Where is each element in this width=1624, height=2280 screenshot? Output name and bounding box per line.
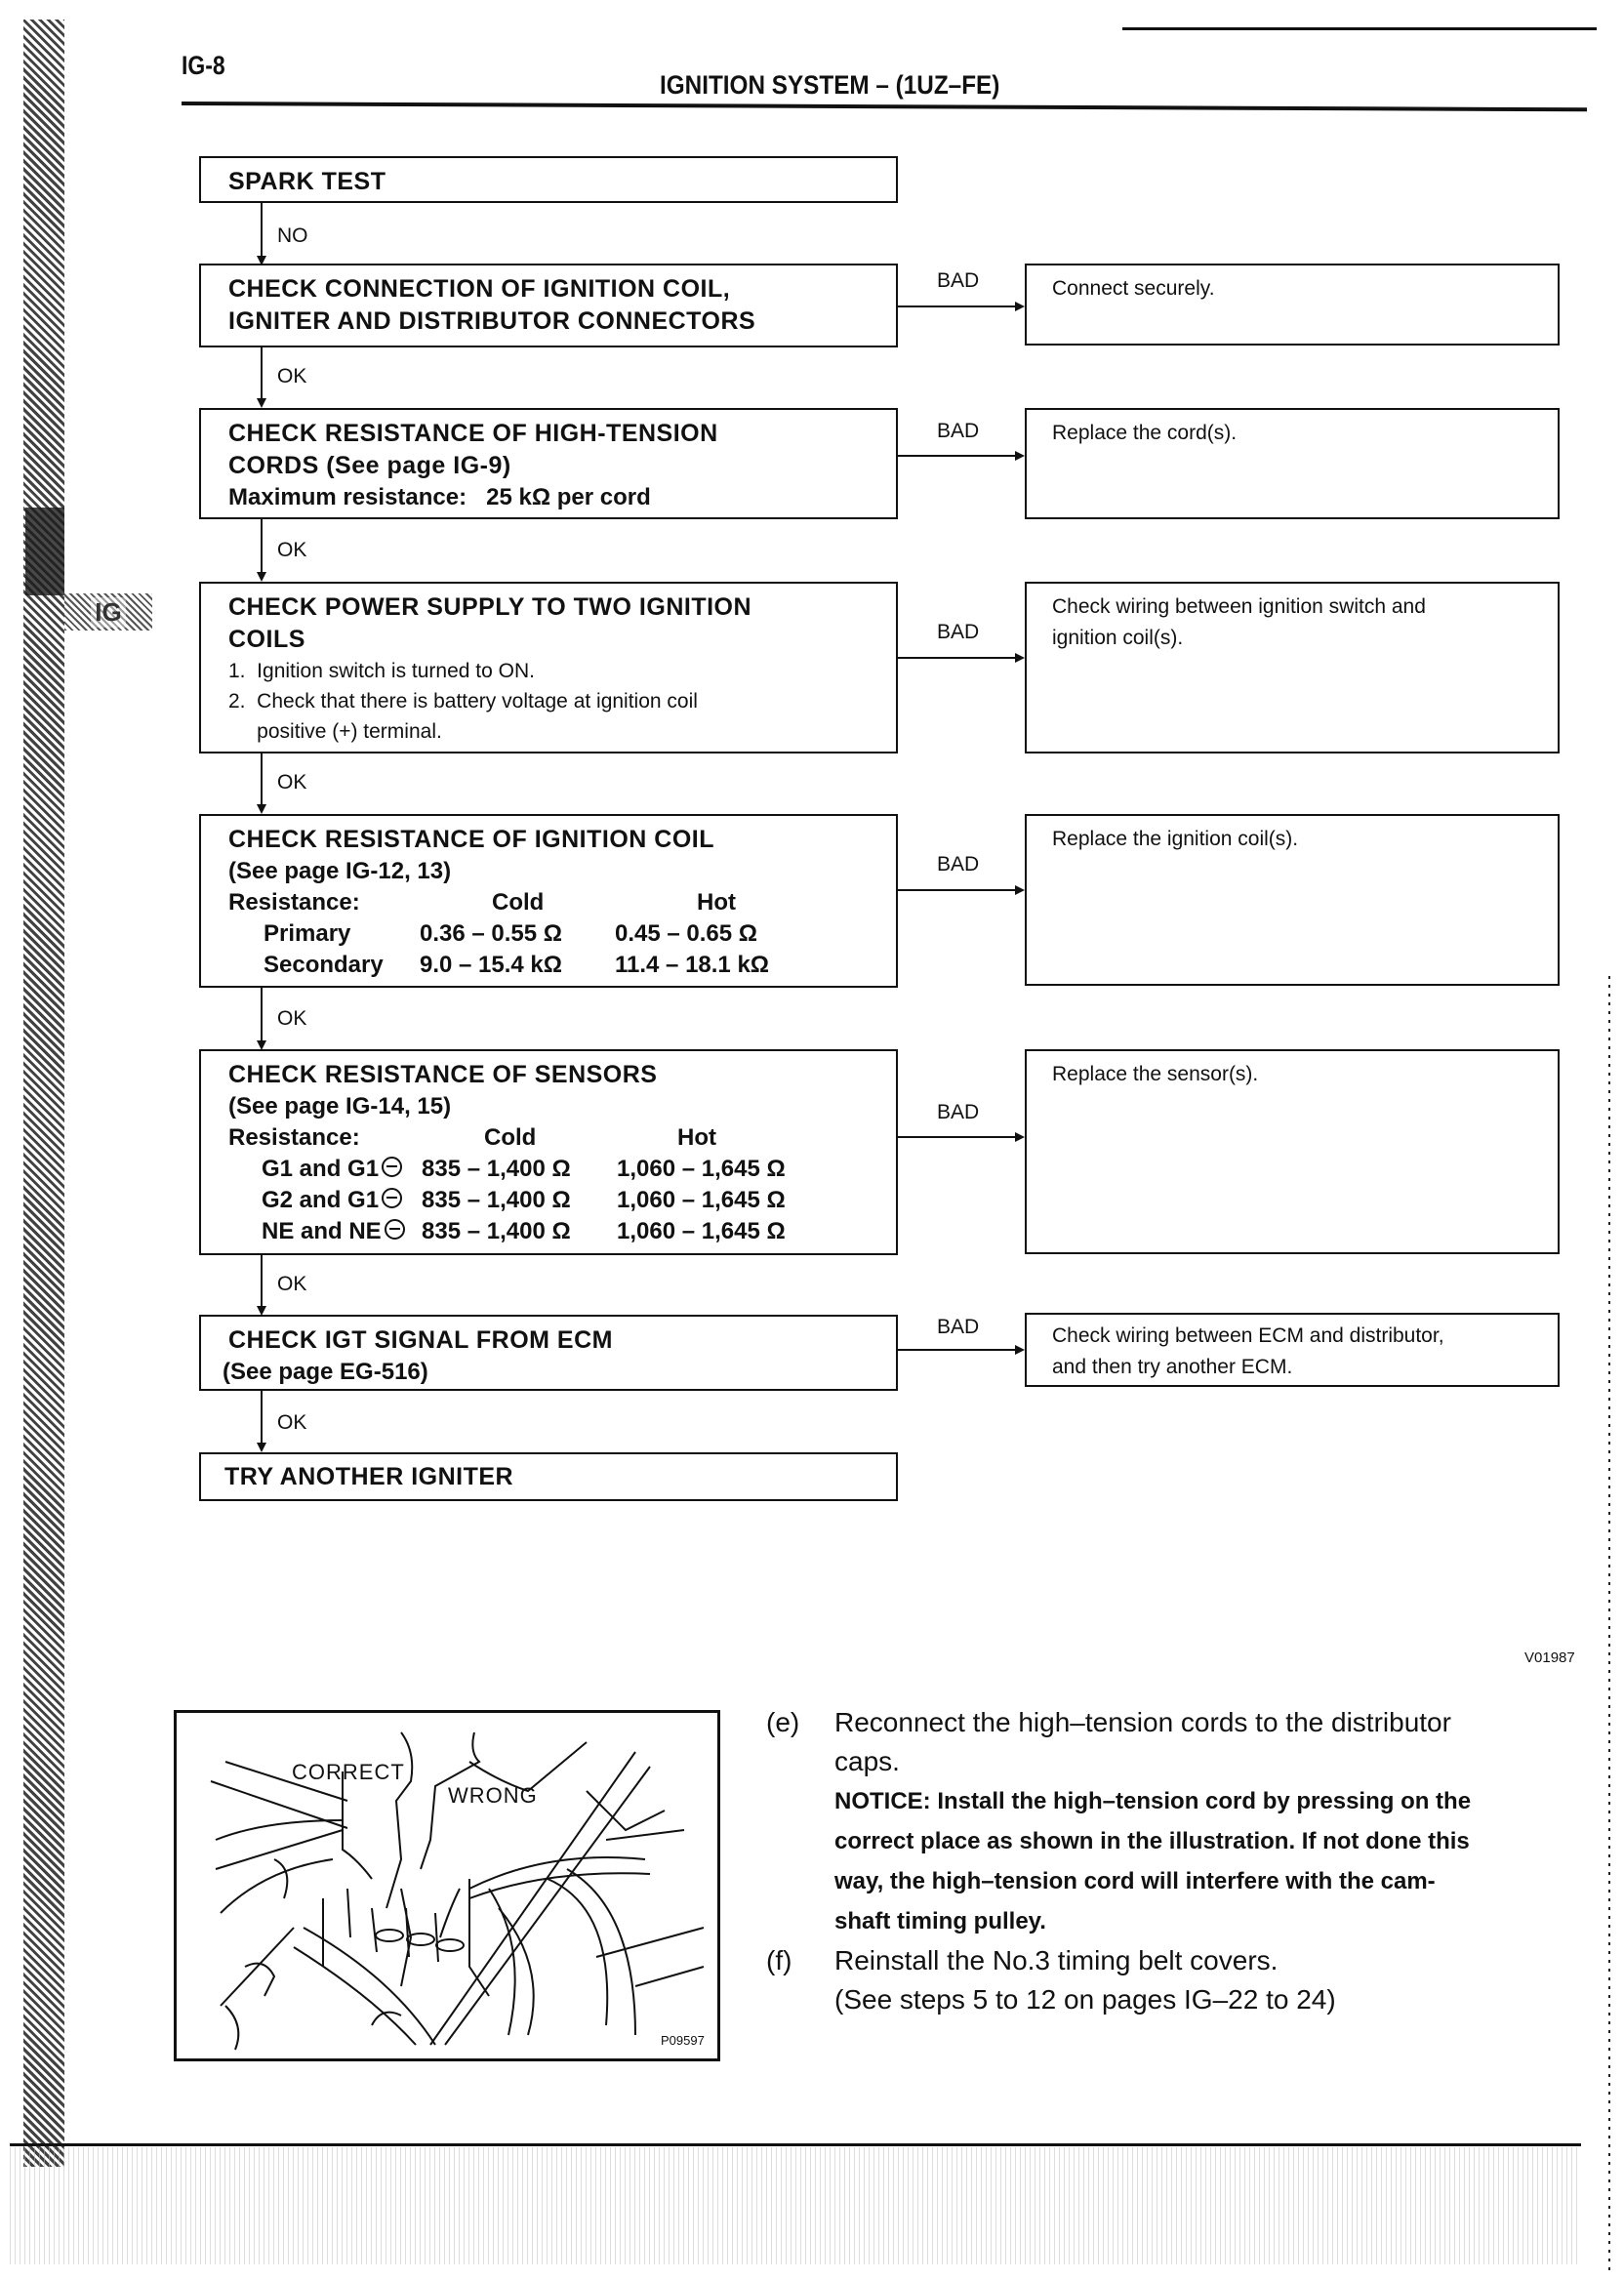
step-note: 1. Ignition switch is turned to ON. bbox=[228, 660, 535, 682]
table-header: Resistance: bbox=[228, 1124, 360, 1151]
arrow-right-icon bbox=[1015, 451, 1025, 461]
instructions bbox=[766, 1703, 1586, 2019]
action-text: Check wiring between ECM and distributor, bbox=[1052, 1324, 1444, 1347]
branch-label-no: NO bbox=[277, 224, 308, 247]
spec-table bbox=[228, 1122, 896, 1247]
step-title: CHECK POWER SUPPLY TO TWO IGNITION bbox=[228, 593, 752, 621]
scan-noise bbox=[10, 2147, 1581, 2264]
instruction-marker: (e) bbox=[766, 1707, 800, 1737]
branch-label-ok: OK bbox=[277, 1273, 307, 1295]
spec-table bbox=[228, 887, 896, 981]
branch-label-ok: OK bbox=[277, 365, 307, 387]
arrow-down-icon bbox=[257, 398, 266, 408]
branch-label-bad: BAD bbox=[937, 1101, 980, 1123]
table-cell: G1 and G1 bbox=[228, 1154, 433, 1185]
connector-line bbox=[261, 988, 263, 1048]
step-title: CHECK RESISTANCE OF IGNITION COIL bbox=[228, 826, 714, 853]
instruction-f bbox=[766, 1941, 1586, 2019]
connector-line bbox=[261, 1391, 263, 1449]
bad-connector bbox=[898, 455, 1017, 457]
figure-code: V01987 bbox=[1524, 1649, 1575, 1666]
connector-line bbox=[261, 347, 263, 406]
bad-connector bbox=[898, 657, 1017, 659]
branch-label-bad: BAD bbox=[937, 1316, 980, 1338]
section-tab-ig bbox=[64, 593, 152, 631]
page-number: IG-8 bbox=[182, 51, 225, 80]
step-title: IGNITER AND DISTRIBUTOR CONNECTORS bbox=[228, 307, 756, 335]
step-check-sensors bbox=[199, 1049, 898, 1255]
flow-start-box bbox=[199, 156, 898, 203]
notice-line: shaft timing pulley. bbox=[834, 1908, 1046, 1934]
engine-illustration-icon bbox=[177, 1713, 717, 2058]
table-cell: 835 – 1,400 Ω bbox=[422, 1187, 571, 1213]
action-box-check-ecm-wiring bbox=[1025, 1313, 1560, 1387]
notice-line: correct place as shown in the illustration. If not done this bbox=[834, 1828, 1470, 1854]
table-header: Hot bbox=[677, 1124, 716, 1151]
step-title: CHECK CONNECTION OF IGNITION COIL, bbox=[228, 275, 731, 303]
page-title: IGNITION SYSTEM – (1UZ–FE) bbox=[660, 70, 1000, 100]
binding-strip bbox=[23, 20, 64, 2167]
branch-label-bad: BAD bbox=[937, 420, 980, 442]
branch-label-bad: BAD bbox=[937, 621, 980, 643]
step-note: positive (+) terminal. bbox=[228, 720, 442, 743]
table-cell: Primary bbox=[264, 920, 351, 947]
step-title: CHECK IGT SIGNAL FROM ECM bbox=[228, 1326, 613, 1354]
notice-line: NOTICE: Install the high–tension cord by pressing on the bbox=[834, 1788, 1472, 1814]
action-box-replace-sensor bbox=[1025, 1049, 1560, 1254]
instruction-marker: (f) bbox=[766, 1945, 792, 1975]
arrow-down-icon bbox=[257, 572, 266, 582]
section-tab-label: IG bbox=[91, 597, 125, 628]
flow-end-label: TRY ANOTHER IGNITER bbox=[224, 1463, 514, 1490]
instruction-e bbox=[766, 1703, 1586, 1941]
bad-connector bbox=[898, 889, 1017, 891]
spec-label: Maximum resistance: bbox=[228, 484, 467, 510]
table-cell: G2 and G1 bbox=[228, 1185, 433, 1216]
table-cell: 835 – 1,400 Ω bbox=[422, 1156, 571, 1182]
table-cell: 0.45 – 0.65 Ω bbox=[615, 920, 758, 947]
table-cell: 9.0 – 15.4 kΩ bbox=[420, 952, 563, 978]
step-note: 2. Check that there is battery voltage at ignition coil bbox=[228, 690, 698, 712]
table-cell: 1,060 – 1,645 Ω bbox=[617, 1218, 786, 1244]
table-header: Hot bbox=[697, 889, 736, 916]
step-ref: (See page IG-12, 13) bbox=[228, 858, 452, 884]
illustration-distributor-cords bbox=[174, 1710, 720, 2061]
step-title: COILS bbox=[228, 626, 305, 653]
step-title: CORDS (See page IG-9) bbox=[228, 452, 511, 479]
arrow-right-icon bbox=[1015, 885, 1025, 895]
table-cell: 835 – 1,400 Ω bbox=[422, 1218, 571, 1244]
footer-rule bbox=[10, 2143, 1581, 2146]
step-title: CHECK RESISTANCE OF HIGH-TENSION bbox=[228, 420, 718, 447]
arrow-right-icon bbox=[1015, 302, 1025, 311]
notice-text bbox=[834, 1781, 1586, 1941]
action-text: Connect securely. bbox=[1052, 277, 1215, 300]
table-cell: 1,060 – 1,645 Ω bbox=[617, 1156, 786, 1182]
flow-start-label: SPARK TEST bbox=[228, 168, 386, 195]
connector-line bbox=[261, 753, 263, 812]
step-check-power-supply bbox=[199, 582, 898, 753]
header-rule bbox=[182, 102, 1587, 111]
table-header: Cold bbox=[492, 889, 545, 916]
step-check-connection bbox=[199, 264, 898, 347]
connector-line bbox=[261, 203, 263, 262]
table-cell: 11.4 – 18.1 kΩ bbox=[615, 952, 770, 978]
action-text: ignition coil(s). bbox=[1052, 627, 1184, 649]
instruction-line: (See steps 5 to 12 on pages IG–22 to 24) bbox=[834, 1984, 1336, 2015]
action-text: and then try another ECM. bbox=[1052, 1356, 1293, 1378]
arrow-down-icon bbox=[257, 804, 266, 814]
spec-line bbox=[228, 482, 896, 513]
illustration-code: P09597 bbox=[661, 2033, 705, 2048]
action-box-check-wiring-switch bbox=[1025, 582, 1560, 753]
top-edge-rule bbox=[1122, 27, 1597, 30]
step-title: CHECK RESISTANCE OF SENSORS bbox=[228, 1061, 658, 1088]
step-ref: (See page EG-516) bbox=[223, 1359, 428, 1385]
action-box-replace-cords bbox=[1025, 408, 1560, 519]
page-edge-dots bbox=[1608, 976, 1610, 2274]
arrow-right-icon bbox=[1015, 1132, 1025, 1142]
table-cell: Secondary bbox=[264, 952, 384, 978]
step-check-ht-cords bbox=[199, 408, 898, 519]
bad-connector bbox=[898, 1136, 1017, 1138]
label-correct: CORRECT bbox=[292, 1760, 405, 1784]
connector-line bbox=[261, 1255, 263, 1314]
table-header: Resistance: bbox=[228, 889, 360, 916]
binding-strip-dark bbox=[25, 508, 64, 595]
instruction-line: Reconnect the high–tension cords to the distributor bbox=[834, 1707, 1451, 1737]
action-box-connect bbox=[1025, 264, 1560, 346]
step-check-igt-signal bbox=[199, 1315, 898, 1391]
connector-line bbox=[261, 519, 263, 580]
action-text: Replace the sensor(s). bbox=[1052, 1063, 1259, 1085]
action-text: Replace the cord(s). bbox=[1052, 422, 1238, 444]
bad-connector bbox=[898, 305, 1017, 307]
label-wrong: WRONG bbox=[448, 1783, 538, 1808]
branch-label-ok: OK bbox=[277, 1411, 307, 1434]
table-cell: NE and NE bbox=[228, 1216, 433, 1247]
arrow-right-icon bbox=[1015, 653, 1025, 663]
step-check-ignition-coil bbox=[199, 814, 898, 988]
table-cell: 0.36 – 0.55 Ω bbox=[420, 920, 563, 947]
step-ref: (See page IG-14, 15) bbox=[228, 1093, 452, 1120]
instruction-line: Reinstall the No.3 timing belt covers. bbox=[834, 1945, 1279, 1975]
branch-label-ok: OK bbox=[277, 539, 307, 561]
branch-label-ok: OK bbox=[277, 1007, 307, 1030]
action-text: Check wiring between ignition switch and bbox=[1052, 595, 1426, 618]
flow-end-box bbox=[199, 1452, 898, 1501]
table-header: Cold bbox=[484, 1124, 537, 1151]
bad-connector bbox=[898, 1349, 1017, 1351]
notice-line: way, the high–tension cord will interfere with the cam- bbox=[834, 1868, 1436, 1894]
branch-label-bad: BAD bbox=[937, 269, 980, 292]
branch-label-bad: BAD bbox=[937, 853, 980, 875]
instruction-line: caps. bbox=[834, 1746, 900, 1776]
arrow-down-icon bbox=[257, 1443, 266, 1452]
negative-terminal-icon bbox=[382, 1188, 402, 1208]
branch-label-ok: OK bbox=[277, 771, 307, 794]
table-cell: 1,060 – 1,645 Ω bbox=[617, 1187, 786, 1213]
arrow-right-icon bbox=[1015, 1345, 1025, 1355]
action-box-replace-coil bbox=[1025, 814, 1560, 986]
action-text: Replace the ignition coil(s). bbox=[1052, 828, 1299, 850]
negative-terminal-icon bbox=[385, 1219, 405, 1240]
negative-terminal-icon bbox=[382, 1157, 402, 1177]
spec-value: 25 kΩ per cord bbox=[486, 484, 651, 510]
